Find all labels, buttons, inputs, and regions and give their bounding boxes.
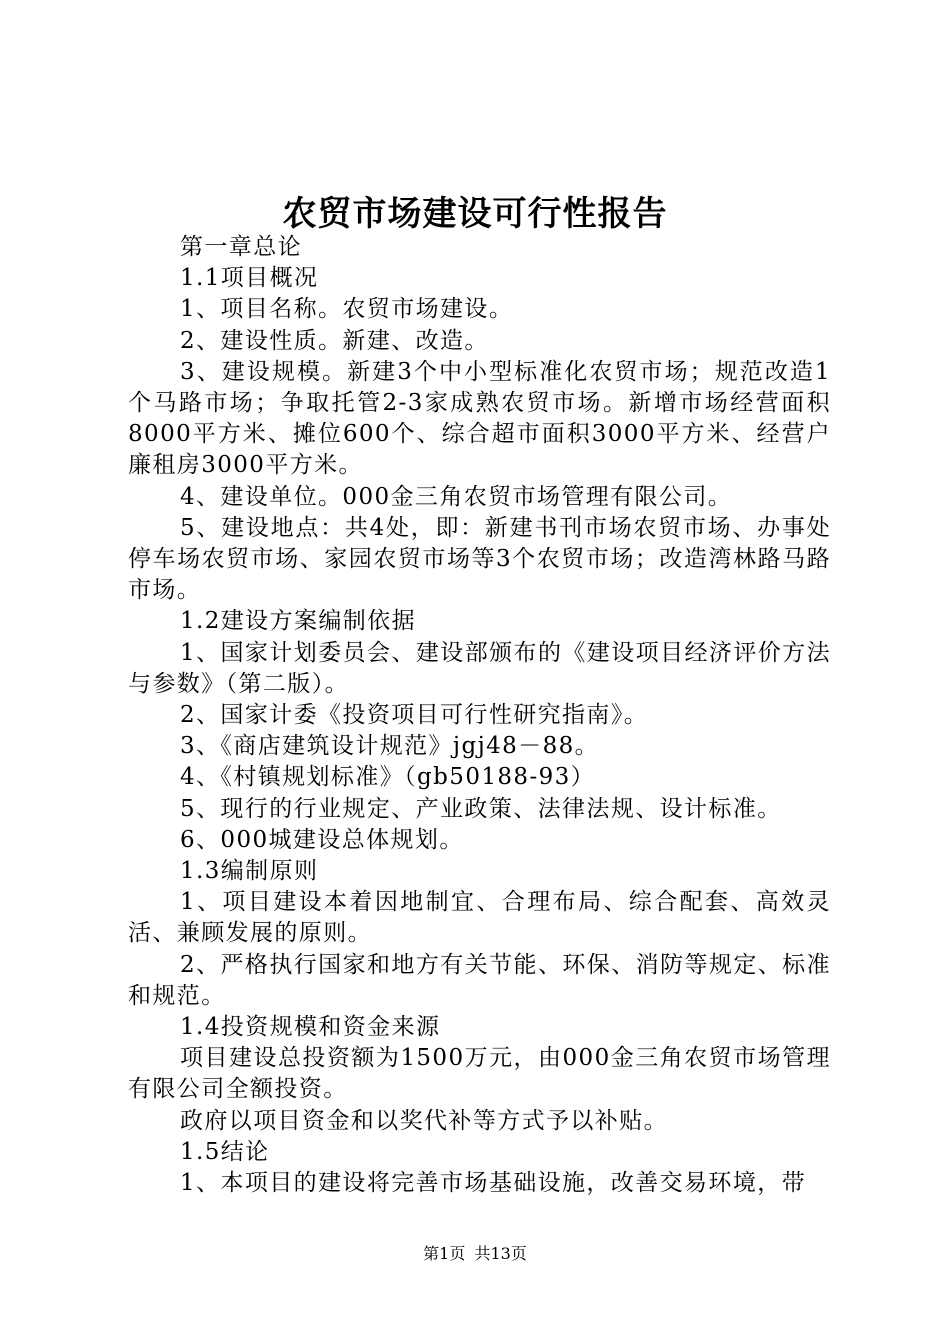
section-heading: 1.2建设方案编制依据 — [180, 608, 416, 635]
paragraph: 2、国家计委《投资项目可行性研究指南》。 — [180, 702, 649, 729]
paragraph: 3、《商店建筑设计规范》jgj48－88。 — [180, 733, 600, 760]
paragraph: 2、建设性质。新建、改造。 — [180, 327, 489, 354]
document-title: 农贸市场建设可行性报告 — [282, 194, 668, 234]
paragraph: 政府以项目资金和以奖代补等方式予以补贴。 — [180, 1107, 668, 1134]
section-heading: 1.4投资规模和资金来源 — [180, 1014, 441, 1041]
paragraph: 5、建设地点：共4处，即：新建书刊市场农贸市场、办事处停车场农贸市场、家园农贸市场等3个农贸市场；改造湾林路马路市场。 — [128, 514, 831, 604]
section-heading: 1.1项目概况 — [180, 265, 319, 292]
section-heading: 1.3编制原则 — [180, 858, 319, 885]
section-heading: 1.5结论 — [180, 1138, 270, 1165]
paragraph: 1、本项目的建设将完善市场基础设施，改善交易环境，带 — [180, 1170, 807, 1197]
paragraph: 项目建设总投资额为1500万元，由000金三角农贸市场管理有限公司全额投资。 — [128, 1045, 831, 1103]
paragraph: 3、建设规模。新建3个中小型标准化农贸市场；规范改造1个马路市场；争取托管2-3家成熟农贸市场。新增市场经营面积8000平方米、摊位600个、综合超市面积3000平方米、经营户廉租房3000平方米。 — [128, 358, 831, 479]
paragraph: 1、国家计划委员会、建设部颁布的《建设项目经济评价方法与参数》（第二版）。 — [128, 639, 831, 697]
paragraph: 1、项目建设本着因地制宜、合理布局、综合配套、高效灵活、兼顾发展的原则。 — [128, 889, 831, 947]
paragraph: 4、建设单位。000金三角农贸市场管理有限公司。 — [180, 483, 733, 510]
paragraph: 6、000城建设总体规划。 — [180, 826, 464, 853]
document-body — [128, 232, 831, 1199]
paragraph: 2、严格执行国家和地方有关节能、环保、消防等规定、标准和规范。 — [128, 951, 831, 1009]
paragraph: 4、《村镇规划标准》（gb50188-93） — [180, 764, 596, 791]
page-number: 第1页 — [423, 1244, 466, 1263]
chapter-heading: 第一章总论 — [180, 234, 302, 260]
page-total: 共13页 — [474, 1244, 527, 1263]
paragraph: 1、项目名称。农贸市场建设。 — [180, 296, 514, 323]
page-footer — [0, 1241, 950, 1264]
paragraph: 5、现行的行业规定、产业政策、法律法规、设计标准。 — [180, 795, 782, 822]
